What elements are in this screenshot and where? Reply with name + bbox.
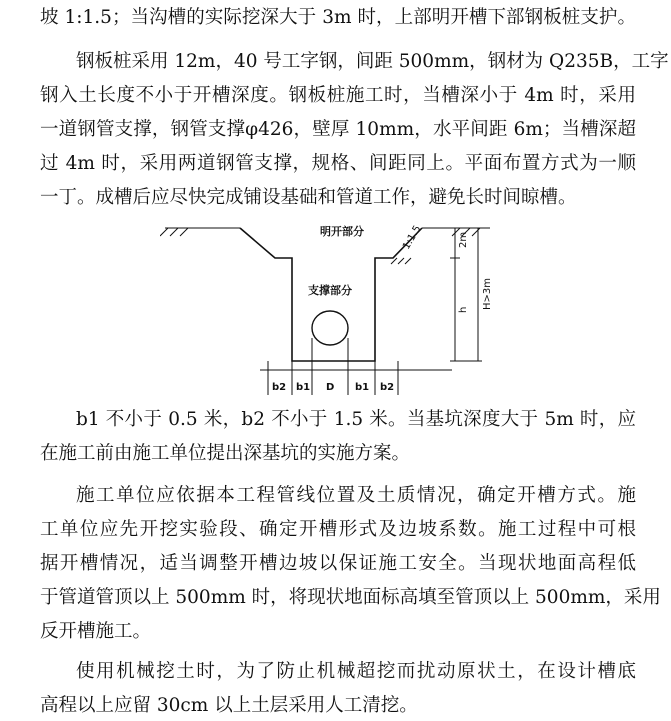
slope-label: 1:1.5 [401, 223, 424, 252]
ground-hatch-right [422, 228, 490, 236]
text-line: 据开槽情况，适当调整开槽边坡以保证施工安全。当现状地面高程低 [40, 553, 636, 574]
text-line: 一道钢管支撑，钢管支撑φ426，壁厚 10mm，水平间距 6m；当槽深超 [40, 119, 636, 140]
bench-hatch [391, 258, 411, 264]
dim-b2-left: b2 [272, 382, 287, 393]
ground-hatch-left [160, 228, 240, 236]
dim-2m-label: 2m [458, 231, 469, 248]
dim-b1-left: b1 [296, 382, 311, 393]
dim-b1-right: b1 [355, 382, 370, 393]
dim-b2-right: b2 [380, 382, 395, 393]
text-line: 一丁。成槽后应尽快完成铺设基础和管道工作，避免长时间晾槽。 [40, 187, 577, 208]
text-line: 钢板桩采用 12m，40 号工字钢，间距 500mm，钢材为 Q235B，工字 [76, 51, 669, 72]
dim-d: D [326, 382, 335, 393]
text-line: 高程以上应留 30cm 以上土层采用人工清挖。 [40, 695, 418, 716]
top-section-label: 明开部分 [320, 225, 364, 238]
text-line: 钢入土长度不小于开槽深度。钢板桩施工时，当槽深小于 4m 时，采用 [40, 85, 636, 106]
text-line: 过 4m 时，采用两道钢管支撑，规格、间距同上。平面布置方式为一顺 [40, 153, 636, 174]
dim-total-label: H>3m [482, 277, 493, 310]
trench-cross-section-diagram [160, 218, 510, 403]
text-line: 工单位应先开挖实验段、确定开槽形式及边坡系数。施工过程中可根 [40, 519, 636, 540]
text-line: b1 不小于 0.5 米，b2 不小于 1.5 米。当基坑深度大于 5m 时，应 [76, 409, 636, 430]
text-line: 使用机械挖土时，为了防止机械超挖而扰动原状土，在设计槽底 [76, 661, 636, 682]
text-line: 施工单位应依据本工程管线位置及土质情况，确定开槽方式。施 [76, 485, 636, 506]
text-line: 坡 1:1.5；当沟槽的实际挖深大于 3m 时，上部明开槽下部钢板桩支护。 [40, 7, 636, 28]
text-line: 于管道管顶以上 500mm 时，将现状地面标高填至管顶以上 500mm，采用 [40, 587, 661, 608]
dim-h-label: h [458, 306, 469, 313]
text-line: 反开槽施工。 [40, 621, 152, 642]
text-line: 在施工前由施工单位提出深基坑的实施方案。 [40, 443, 411, 464]
pipe-circle [312, 311, 348, 345]
support-section-label: 支撑部分 [308, 284, 352, 297]
